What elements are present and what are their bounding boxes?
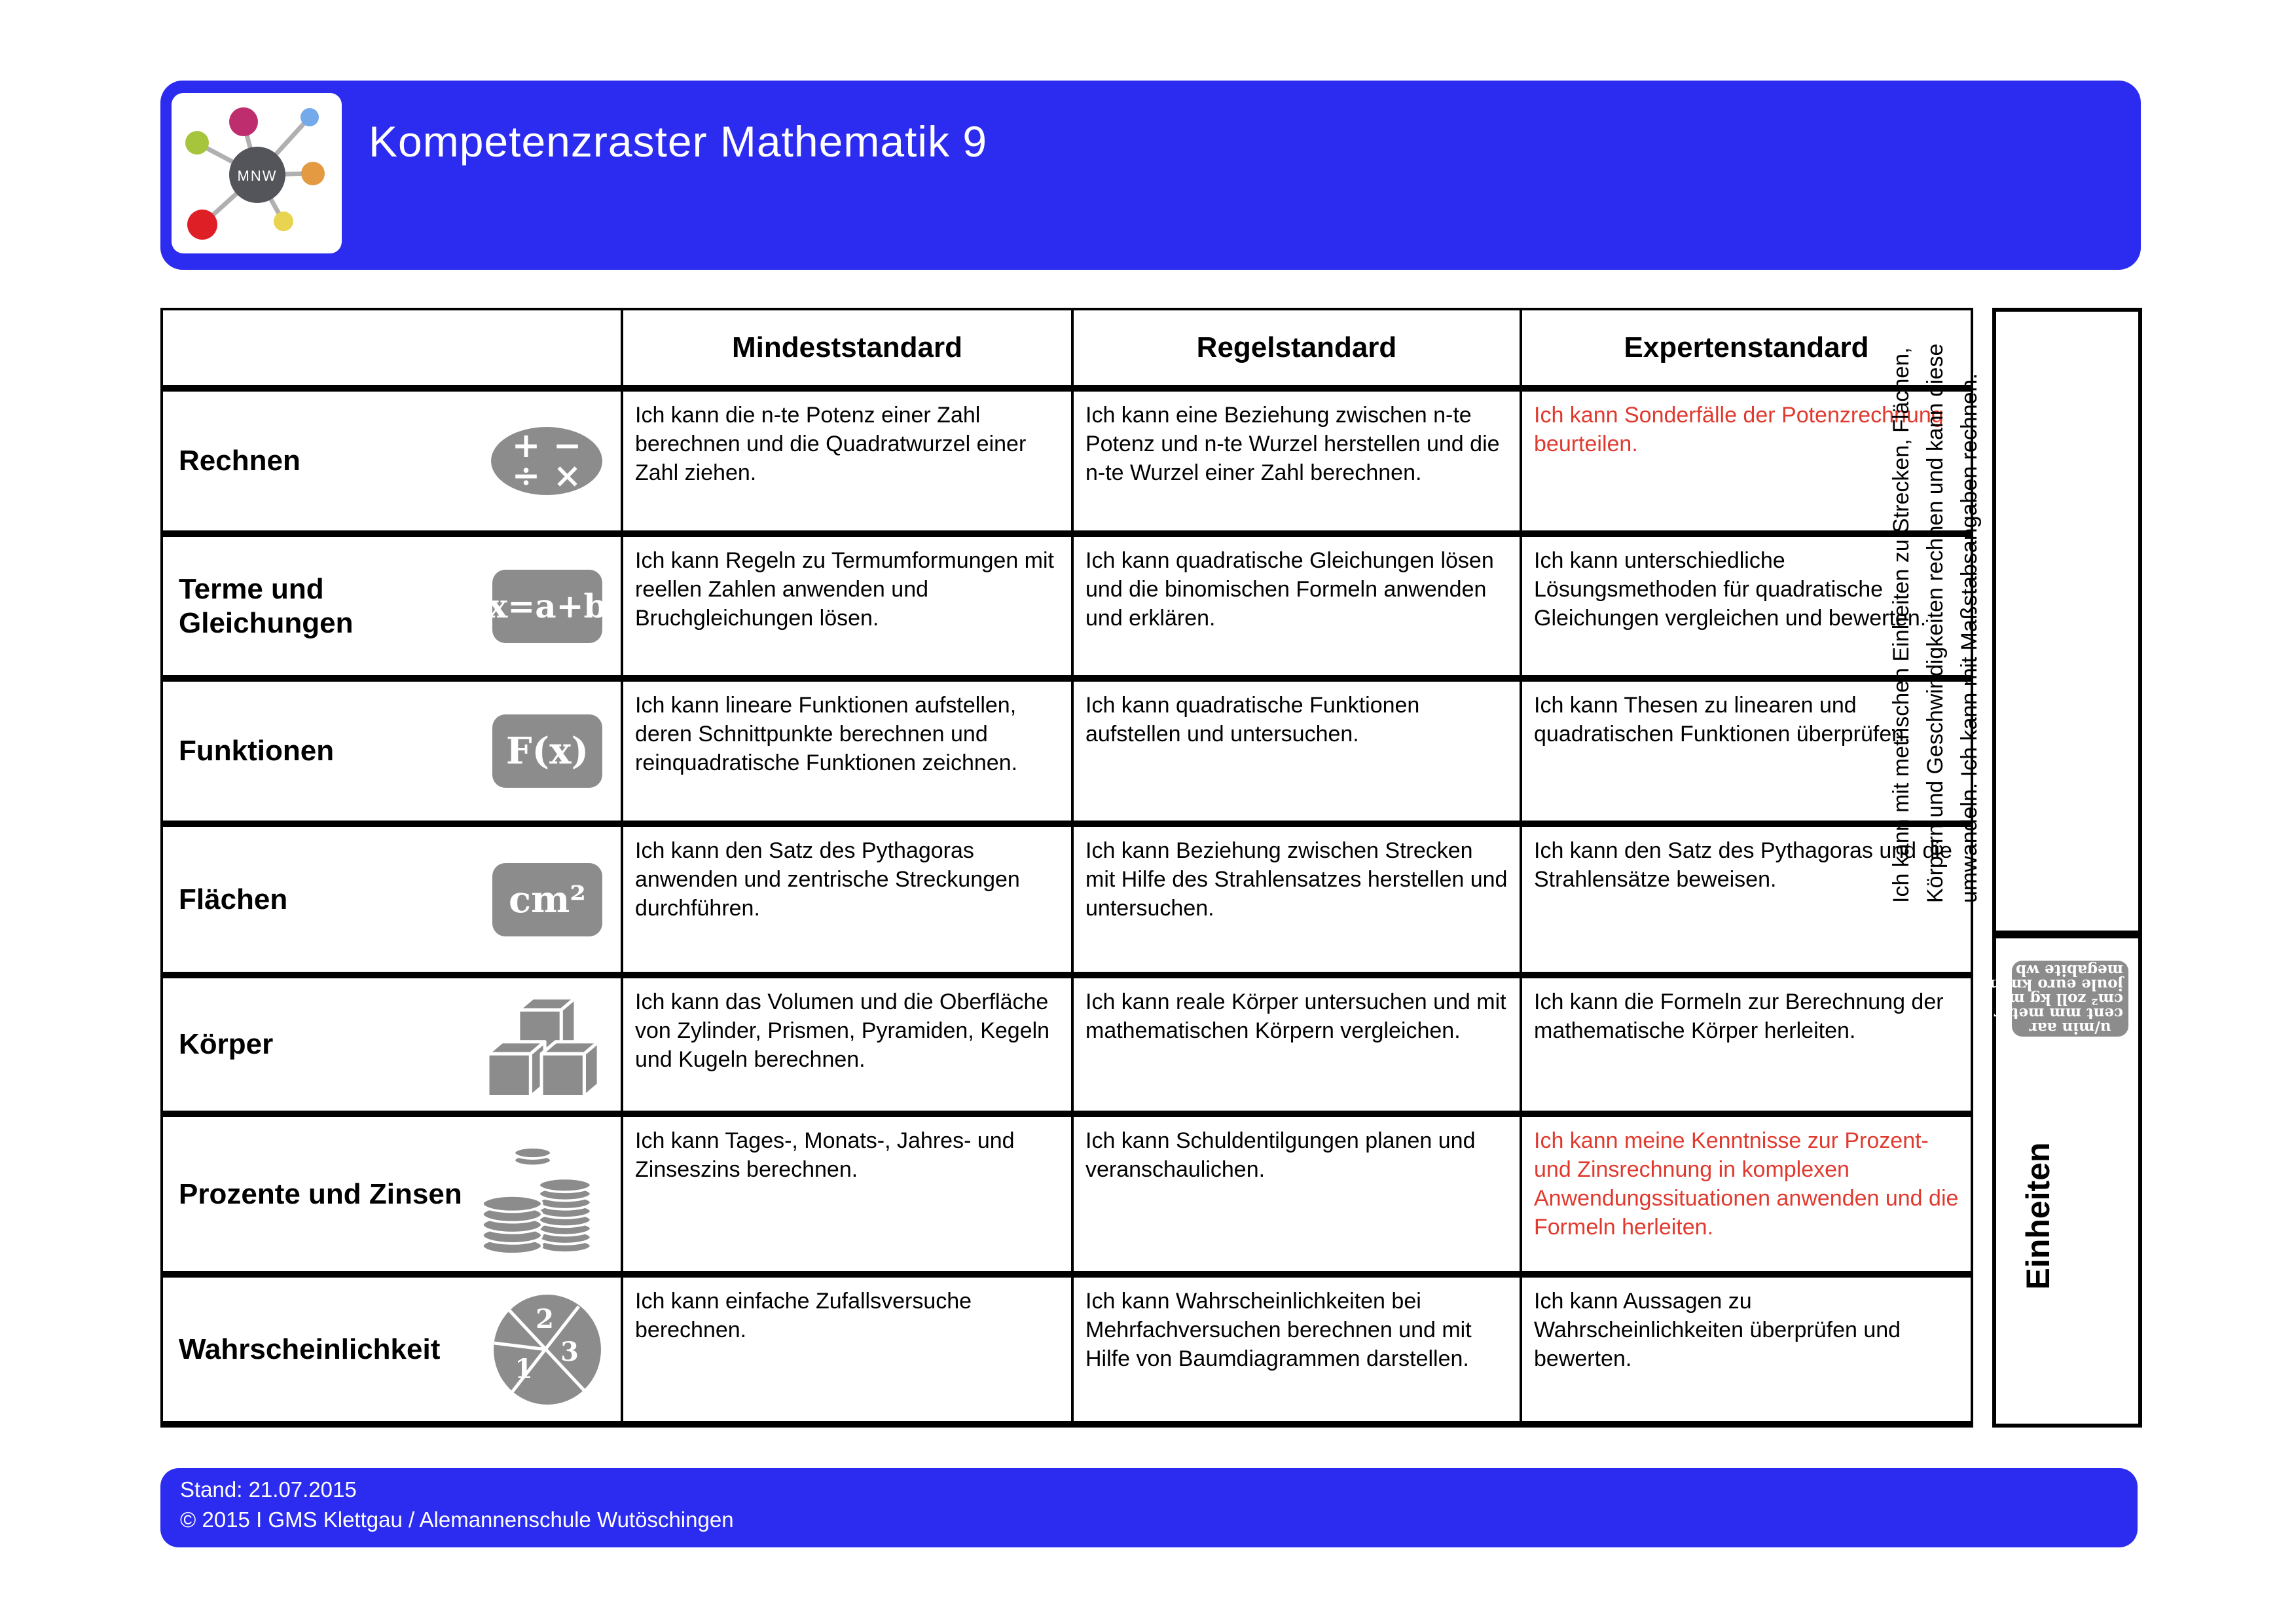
pie-number-1: 1 xyxy=(515,1353,533,1384)
cell-terme-mindeststandard: Ich kann Regeln zu Termumformungen mit reellen Zahlen anwenden und Bruchgleichungen lösen. xyxy=(623,537,1071,675)
cell-flaechen-mindeststandard: Ich kann den Satz des Pythagoras anwenden und zentrische Streckungen durchführen. xyxy=(623,827,1071,972)
sidebar-einheiten-box xyxy=(1992,934,2142,1428)
row-label-cell-prozente xyxy=(163,1117,621,1271)
pie-chart-icon xyxy=(492,1294,602,1405)
cell-funktionen-regelstandard: Ich kann quadratische Funktionen aufstellen und untersuchen. xyxy=(1074,682,1520,821)
plus-glyph: + xyxy=(511,426,541,466)
row-label: Funktionen xyxy=(179,735,335,767)
cubes-icon xyxy=(484,992,602,1097)
cell-prozente-mindeststandard: Ich kann Tages-, Monats-, Jahres- und Zinseszins berechnen. xyxy=(623,1117,1071,1271)
cell-wahrscheinlichkeit-mindeststandard: Ich kann einfache Zufallsversuche berechnen. xyxy=(623,1278,1071,1421)
row-label-cell-terme xyxy=(163,537,621,675)
row-label: Prozente und Zinsen xyxy=(179,1177,462,1210)
cell-koerper-expertenstandard: Ich kann die Formeln zur Berechnung der mathematische Körper herleiten. xyxy=(1522,978,1971,1111)
cell-flaechen-regelstandard: Ich kann Beziehung zwischen Strecken mit Hilfe des Strahlensatzes herstellen und untersuchen. xyxy=(1074,827,1520,972)
minus-glyph: − xyxy=(553,426,582,466)
table-corner-cell xyxy=(163,310,621,385)
cell-rechnen-expertenstandard: Ich kann Sonderfälle der Potenzrechnung beurteilen. xyxy=(1522,392,1971,530)
mnw-logo-text: MNW xyxy=(237,168,278,184)
cell-rechnen-mindeststandard: Ich kann die n-te Potenz einer Zahl berechnen und die Quadratwurzel einer Zahl ziehen. xyxy=(623,392,1071,530)
cell-funktionen-expertenstandard: Ich kann Thesen zu linearen und quadratischen Funktionen überprüfen. xyxy=(1522,682,1971,821)
cell-wahrscheinlichkeit-expertenstandard: Ich kann Aussagen zu Wahrscheinlichkeiten überprüfen und bewerten. xyxy=(1522,1278,1971,1421)
cell-terme-regelstandard: Ich kann quadratische Gleichungen lösen und die binomischen Formeln anwenden und erklären. xyxy=(1074,537,1520,675)
cell-prozente-expertenstandard: Ich kann meine Kenntnisse zur Prozent- und Zinsrechnung in komplexen Anwendungssituationen anwenden und die Formeln herleiten. xyxy=(1522,1117,1971,1271)
divide-glyph: ÷ xyxy=(511,456,541,496)
einheiten-label: Einheiten xyxy=(2020,1142,2056,1290)
row-label: Terme und Gleichungen xyxy=(179,572,354,639)
cell-terme-expertenstandard: Ich kann unterschiedliche Lösungsmethoden für quadratische Gleichungen vergleichen und bewerten. xyxy=(1522,537,1971,675)
row-label-cell-rechnen xyxy=(163,392,621,530)
row-label-cell-wahrscheinlichkeit xyxy=(163,1278,621,1421)
row-label: Wahrscheinlichkeit xyxy=(179,1333,441,1365)
mnw-network-icon xyxy=(172,93,342,253)
mnw-logo xyxy=(172,93,342,253)
header-bar xyxy=(160,81,2141,270)
formula-badge-icon: x=a+b xyxy=(492,570,602,643)
calculator-icon xyxy=(491,427,602,495)
column-header-expertenstandard: Expertenstandard xyxy=(1522,310,1971,385)
cell-rechnen-regelstandard: Ich kann eine Beziehung zwischen n-te Potenz und n-te Wurzel herstellen und die n-te Wurzel einer Zahl berechnen. xyxy=(1074,392,1520,530)
cell-funktionen-mindeststandard: Ich kann lineare Funktionen aufstellen, deren Schnittpunkte berechnen und reinquadratische Funktionen zeichnen. xyxy=(623,682,1071,821)
footer-bar xyxy=(160,1468,2138,1547)
area-badge-icon: cm² xyxy=(492,863,602,936)
units-word-cloud-icon: u/min aar cent mm meter cm² zoll kg m³ joule euro km/h megabite wb xyxy=(2012,961,2128,1037)
footer-copyright: © 2015 I GMS Klettgau / Alemannenschule Wutöschingen xyxy=(180,1507,734,1532)
row-label: Körper xyxy=(179,1028,274,1060)
function-badge-icon: F(x) xyxy=(492,714,602,788)
column-header-mindeststandard: Mindeststandard xyxy=(623,310,1071,385)
competence-table xyxy=(160,308,1973,1428)
footer-date: Stand: 21.07.2015 xyxy=(180,1477,357,1502)
pie-number-3: 3 xyxy=(560,1336,579,1367)
row-label-cell-koerper xyxy=(163,978,621,1111)
sidebar-units-description-box xyxy=(1889,308,2142,934)
row-label-cell-flaechen xyxy=(163,827,621,972)
cell-flaechen-expertenstandard: Ich kann den Satz des Pythagoras und die Strahlensätze beweisen. xyxy=(1522,827,1971,972)
sidebar-rotated-text: Ich kann mit metrischen Einheiten zu Strecken, Flächen, Körpern und Geschwindigkeiten rechnen und kann diese umwandeln. Ich kann mit Maßstabsangaben rechnen. xyxy=(1889,343,1982,903)
cell-koerper-regelstandard: Ich kann reale Körper untersuchen und mit mathematischen Körpern vergleichen. xyxy=(1074,978,1520,1111)
page-title: Kompetenzraster Mathematik 9 xyxy=(369,117,988,166)
cell-wahrscheinlichkeit-regelstandard: Ich kann Wahrscheinlichkeiten bei Mehrfachversuchen berechnen und mit Hilfe von Baumdiagrammen darstellen. xyxy=(1074,1278,1520,1421)
cell-prozente-regelstandard: Ich kann Schuldentilgungen planen und veranschaulichen. xyxy=(1074,1117,1520,1271)
row-label-cell-funktionen xyxy=(163,682,621,821)
pie-number-2: 2 xyxy=(536,1303,554,1335)
row-label: Rechnen xyxy=(179,445,301,477)
row-label: Flächen xyxy=(179,883,288,915)
column-header-regelstandard: Regelstandard xyxy=(1074,310,1520,385)
coins-icon xyxy=(478,1135,602,1253)
times-glyph: × xyxy=(553,456,582,496)
cell-koerper-mindeststandard: Ich kann das Volumen und die Oberfläche von Zylinder, Prismen, Pyramiden, Kegeln und Kugeln berechnen. xyxy=(623,978,1071,1111)
